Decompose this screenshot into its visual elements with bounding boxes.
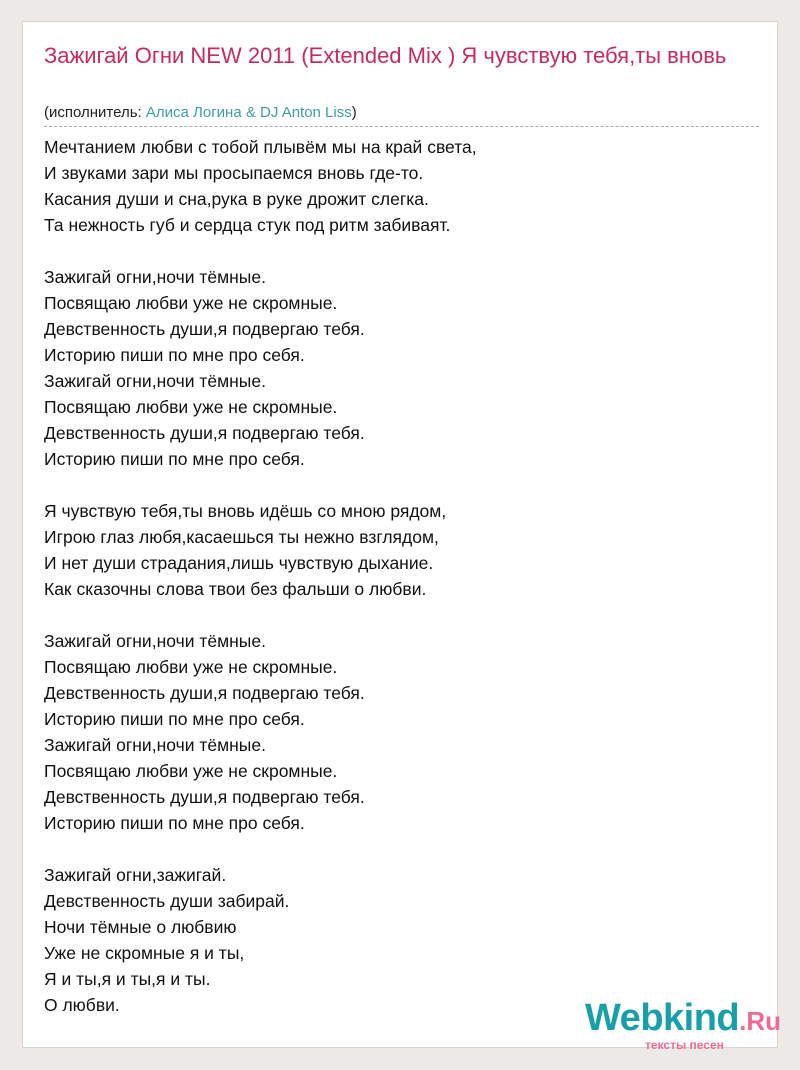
lyric-line bbox=[44, 238, 477, 264]
lyric-line: Историю пиши по мне про себя. bbox=[44, 449, 305, 469]
lyric-line: Я и ты,я и ты,я и ты. bbox=[44, 969, 211, 989]
lyric-line: Девственность души,я подвергаю тебя. bbox=[44, 787, 365, 807]
lyric-line: О любви. bbox=[44, 995, 120, 1015]
artist-line bbox=[44, 104, 759, 127]
lyric-line bbox=[44, 472, 477, 498]
lyric-line: Девственность души,я подвергаю тебя. bbox=[44, 423, 365, 443]
lyric-line: Зажигай огни,ночи тёмные. bbox=[44, 267, 266, 287]
logo-domain: .Ru bbox=[739, 1006, 782, 1036]
logo-wordmark bbox=[585, 997, 785, 1039]
lyric-line: Я чувствую тебя,ты вновь идёшь со мною рядом, bbox=[44, 501, 447, 521]
lyric-line: Историю пиши по мне про себя. bbox=[44, 813, 305, 833]
artist-suffix: ) bbox=[351, 104, 357, 121]
lyric-line: Историю пиши по мне про себя. bbox=[44, 345, 305, 365]
lyric-line: Уже не скромные я и ты, bbox=[44, 943, 245, 963]
lyric-line: Зажигай огни,ночи тёмные. bbox=[44, 631, 266, 651]
song-title: Зажигай Огни NEW 2011 (Extended Mix ) Я чувствую тебя,ты вновь bbox=[44, 43, 727, 68]
lyric-line: Зажигай огни,ночи тёмные. bbox=[44, 735, 266, 755]
lyric-line: Посвящаю любви уже не скромные. bbox=[44, 761, 338, 781]
lyric-line: Зажигай огни,ночи тёмные. bbox=[44, 371, 266, 391]
content-card bbox=[22, 21, 778, 1048]
lyric-line: Мечтанием любви с тобой плывём мы на край света, bbox=[44, 137, 477, 157]
lyric-line: И звуками зари мы просыпаемся вновь где-то. bbox=[44, 163, 424, 183]
logo-tagline: тексты песен bbox=[645, 1038, 724, 1052]
lyric-line: Посвящаю любви уже не скромные. bbox=[44, 293, 338, 313]
lyric-line: Посвящаю любви уже не скромные. bbox=[44, 657, 338, 677]
lyric-line: Историю пиши по мне про себя. bbox=[44, 709, 305, 729]
artist-prefix: (исполнитель: bbox=[44, 104, 146, 121]
lyric-line bbox=[44, 602, 477, 628]
lyric-line: И нет души страдания,лишь чувствую дыхание. bbox=[44, 553, 434, 573]
lyric-line: Та нежность губ и сердца стук под ритм забиваят. bbox=[44, 215, 451, 235]
lyric-line: Девственность души,я подвергаю тебя. bbox=[44, 319, 365, 339]
lyric-line: Ночи тёмные о любвию bbox=[44, 917, 237, 937]
artist-link[interactable]: Алиса Логина & DJ Anton Liss bbox=[145, 104, 352, 121]
lyric-line: Игрою глаз любя,касаешься ты нежно взглядом, bbox=[44, 527, 439, 547]
lyric-line bbox=[44, 836, 477, 862]
logo-name: Webkind bbox=[585, 997, 740, 1039]
lyric-line: Посвящаю любви уже не скромные. bbox=[44, 397, 338, 417]
lyric-line: Касания души и сна,рука в руке дрожит слегка. bbox=[44, 189, 429, 209]
webkind-logo[interactable] bbox=[585, 997, 785, 1056]
lyrics bbox=[44, 134, 477, 1018]
lyric-line: Как сказочны слова твои без фальши о любви. bbox=[44, 579, 427, 599]
lyric-line: Девственность души,я подвергаю тебя. bbox=[44, 683, 365, 703]
lyric-line: Девственность души забирай. bbox=[44, 891, 290, 911]
lyric-line: Зажигай огни,зажигай. bbox=[44, 865, 227, 885]
